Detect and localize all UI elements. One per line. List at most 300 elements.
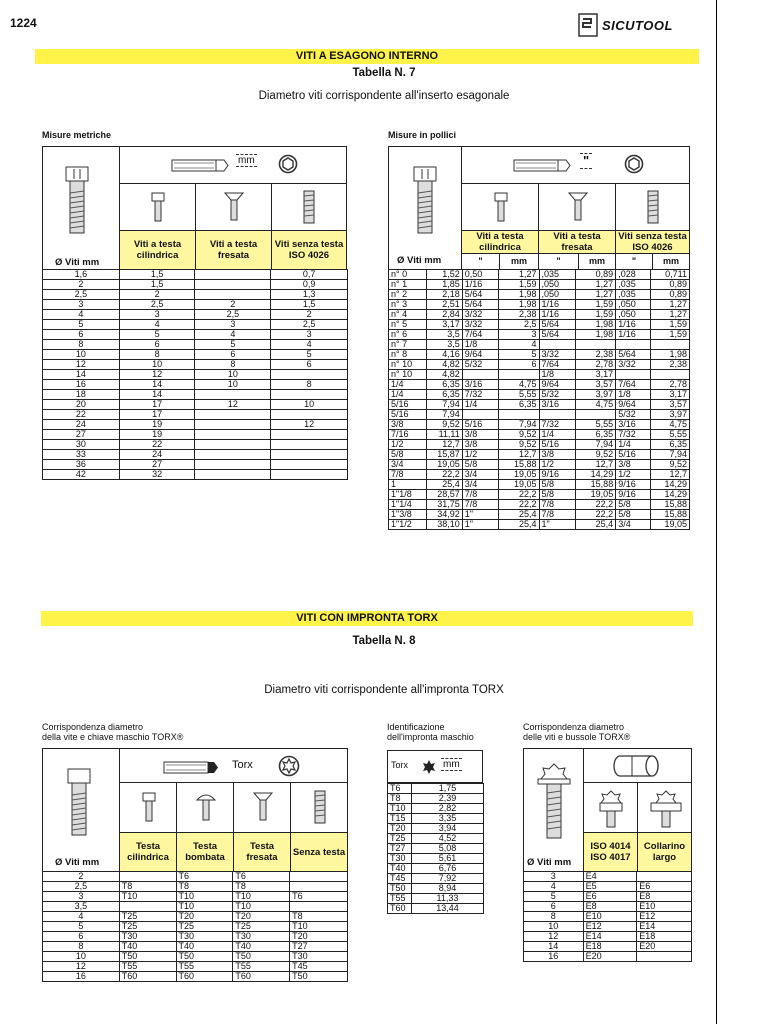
table-cell: 27 xyxy=(43,430,120,440)
table-cell: 3/16 xyxy=(616,420,651,430)
table-row xyxy=(388,874,484,884)
table-cell: 14,29 xyxy=(651,490,690,500)
table-cell: 3/16 xyxy=(462,380,498,390)
table-cell: 5/16 xyxy=(616,450,651,460)
table-row xyxy=(524,902,692,912)
table-cell: 5/16 xyxy=(389,410,427,420)
cylinder-head-screw-icon xyxy=(141,792,157,822)
table-cell: 5 xyxy=(43,922,120,932)
table-cell: 1/16 xyxy=(462,280,498,290)
table-cell: T15 xyxy=(388,814,412,824)
table-cell: 19 xyxy=(119,430,195,440)
table-row xyxy=(388,884,484,894)
table-cell: 2,38 xyxy=(498,310,539,320)
torx-label: Torx xyxy=(232,759,253,771)
table-cell: 1,85 xyxy=(426,280,462,290)
torx-col2-img xyxy=(176,782,234,833)
table-cell xyxy=(271,450,348,460)
table-cell: 3,35 xyxy=(411,814,483,824)
table-cell: 7/16 xyxy=(389,430,427,440)
table-row xyxy=(389,350,690,360)
table-cell: 0,89 xyxy=(651,290,690,300)
table-cell: 1/2 xyxy=(539,460,576,470)
table-cell xyxy=(119,902,176,912)
table-row xyxy=(43,872,348,882)
cap-screw-icon xyxy=(411,165,439,237)
table-cell: 7,92 xyxy=(411,874,483,884)
table-row xyxy=(388,804,484,814)
torx-bussola-icon xyxy=(612,753,664,779)
table-cell: 3/4 xyxy=(389,460,427,470)
table-row xyxy=(388,834,484,844)
table-cell: ,035 xyxy=(616,290,651,300)
table-cell: 5/64 xyxy=(462,290,498,300)
table-cell xyxy=(290,872,348,882)
torx-middle-caption: Identificazione dell'impronta maschio xyxy=(387,722,474,742)
inch-col3-label: Viti senza testa ISO 4026 xyxy=(615,230,690,254)
torx-right-screw-cell xyxy=(523,748,584,872)
table-row xyxy=(43,902,348,912)
torx-col3-label: Testa fresata xyxy=(233,832,291,872)
table-cell: 1" xyxy=(539,520,576,530)
table-cell: 8 xyxy=(195,360,271,370)
inch-col2-img xyxy=(538,183,616,231)
table-cell: 5/8 xyxy=(539,490,576,500)
table-cell: 5,08 xyxy=(411,844,483,854)
table-cell: 1,59 xyxy=(576,310,616,320)
table-cell: 3,5 xyxy=(43,902,120,912)
table-cell: 12,7 xyxy=(576,460,616,470)
table-cell xyxy=(271,460,348,470)
table-cell: T8 xyxy=(119,882,176,892)
torx-head-screw-icon xyxy=(595,789,627,829)
metric-unit-label: mm xyxy=(238,155,255,166)
table-cell xyxy=(195,280,271,290)
table-cell: T60 xyxy=(119,972,176,982)
table-cell: 1/8 xyxy=(616,390,651,400)
table-cell: n° 1 xyxy=(389,280,427,290)
table-cell: 1,3 xyxy=(271,290,348,300)
table-cell: T50 xyxy=(176,952,233,962)
section1-band: VITI A ESAGONO INTERNO xyxy=(35,49,699,64)
metric-col2-label: Viti a testa fresata xyxy=(195,230,272,270)
table-cell: 6,35 xyxy=(426,390,462,400)
section1-subtitle: Diametro viti corrispondente all'inserto esagonale xyxy=(258,90,510,102)
table-cell: n° 6 xyxy=(389,330,427,340)
inch-screw-label: Ø Viti mm xyxy=(397,255,442,266)
table-cell: E14 xyxy=(583,932,637,942)
table-cell: 1,98 xyxy=(498,290,539,300)
table-cell: 42 xyxy=(43,470,120,480)
table-cell: 8 xyxy=(524,912,584,922)
table-row xyxy=(389,420,690,430)
table-cell: T50 xyxy=(290,972,348,982)
table-cell: 14,29 xyxy=(576,470,616,480)
table-cell: T45 xyxy=(388,874,412,884)
table-cell: 25,4 xyxy=(498,510,539,520)
torx-right-caption: Corrispondenza diametro delle viti e bussole TORX® xyxy=(523,722,631,742)
table-cell: 1,27 xyxy=(498,270,539,280)
table-cell: n° 0 xyxy=(389,270,427,280)
table-row xyxy=(43,892,348,902)
table-row xyxy=(524,912,692,922)
table-cell: n° 4 xyxy=(389,310,427,320)
table-cell: T30 xyxy=(388,854,412,864)
inch-col1-img xyxy=(461,183,539,231)
hex-key-icon xyxy=(170,153,230,177)
table-cell xyxy=(195,420,271,430)
table-cell: 1"3/8 xyxy=(389,510,427,520)
section2-subtitle: Diametro viti corrispondente all'impronta TORX xyxy=(264,684,504,696)
inch-unit-subheader: " xyxy=(615,253,653,270)
table-cell: 6 xyxy=(271,360,348,370)
table-cell: 2,5 xyxy=(43,290,120,300)
table-cell: 1,27 xyxy=(576,280,616,290)
table-cell: 5 xyxy=(195,340,271,350)
table-cell: 9,52 xyxy=(651,460,690,470)
table-cell: n° 7 xyxy=(389,340,427,350)
table-cell: 3,5 xyxy=(426,330,462,340)
table-cell: 3 xyxy=(43,892,120,902)
table-cell: T25 xyxy=(176,922,233,932)
table-cell xyxy=(576,340,616,350)
table-cell xyxy=(195,390,271,400)
table-cell: ,050 xyxy=(539,280,576,290)
table-row xyxy=(389,320,690,330)
table-row xyxy=(43,290,348,300)
table-cell: 3/4 xyxy=(462,480,498,490)
table-row xyxy=(389,440,690,450)
table-cell: 3 xyxy=(195,320,271,330)
inch-caption: Misure in pollici xyxy=(388,130,457,140)
table-cell: T10 xyxy=(176,902,233,912)
table-row xyxy=(43,460,348,470)
torx-middle-head xyxy=(387,750,483,783)
table-cell: 1/16 xyxy=(539,300,576,310)
page-number: 1224 xyxy=(10,16,37,30)
table-cell: T40 xyxy=(233,942,290,952)
table-cell: 3,94 xyxy=(411,824,483,834)
table-row xyxy=(43,270,348,280)
table-cell: 5/8 xyxy=(462,460,498,470)
table-cell: 4 xyxy=(271,340,348,350)
table-cell: 12,7 xyxy=(651,470,690,480)
table-cell xyxy=(271,440,348,450)
table-cell: 9,52 xyxy=(498,430,539,440)
table-cell: T45 xyxy=(290,962,348,972)
table-cell: ,028 xyxy=(616,270,651,280)
table-cell: 3,17 xyxy=(651,390,690,400)
table-cell: 3,17 xyxy=(576,370,616,380)
table-cell: 0,9 xyxy=(271,280,348,290)
torx-right-col1-img xyxy=(583,782,638,833)
table-cell: 5,61 xyxy=(411,854,483,864)
table-cell: 2,5 xyxy=(195,310,271,320)
table-cell: 2,84 xyxy=(426,310,462,320)
table-cell xyxy=(271,390,348,400)
table-cell: 12 xyxy=(43,962,120,972)
table-cell: 9/64 xyxy=(539,380,576,390)
table-cell: 31,75 xyxy=(426,500,462,510)
table-cell: 12 xyxy=(524,932,584,942)
table-cell: 24 xyxy=(119,450,195,460)
table-cell: n° 2 xyxy=(389,290,427,300)
table-cell: 8 xyxy=(43,340,120,350)
countersunk-screw-icon xyxy=(224,192,244,222)
table-row xyxy=(388,794,484,804)
table-cell: 25,4 xyxy=(498,520,539,530)
table-cell: 5/16 xyxy=(539,440,576,450)
table-row xyxy=(389,270,690,280)
table-cell: 38,10 xyxy=(426,520,462,530)
table-cell: 0,89 xyxy=(651,280,690,290)
inch-key-cell xyxy=(461,146,690,184)
table-cell: 5/64 xyxy=(539,330,576,340)
table-row xyxy=(389,500,690,510)
table-cell: T30 xyxy=(176,932,233,942)
table-cell: 3,97 xyxy=(576,390,616,400)
torx-left-caption: Corrispondenza diametro della vite e chiave maschio TORX® xyxy=(42,722,184,742)
table-cell xyxy=(498,410,539,420)
table-row xyxy=(43,330,348,340)
table-cell: T6 xyxy=(233,872,290,882)
table-cell: T25 xyxy=(388,834,412,844)
table-cell: 1" xyxy=(462,520,498,530)
table-cell: 5/64 xyxy=(616,350,651,360)
table-cell: 1/16 xyxy=(616,330,651,340)
table-cell: 33 xyxy=(43,450,120,460)
torx-col1-label: Testa cilindrica xyxy=(119,832,177,872)
table-cell: 5 xyxy=(271,350,348,360)
table-cell: n° 10 xyxy=(389,360,427,370)
table-row xyxy=(389,380,690,390)
torx-left-screw-label: Ø Viti mm xyxy=(55,857,100,868)
table-cell: 4,52 xyxy=(411,834,483,844)
inch-unit-subheader: " xyxy=(461,253,500,270)
metric-col1-label: Viti a testa cilindrica xyxy=(119,230,196,270)
table-cell: 2,5 xyxy=(119,300,195,310)
brand-name: SICUTOOL xyxy=(602,17,673,33)
table-cell: 12,7 xyxy=(426,440,462,450)
table-cell: 15,88 xyxy=(498,460,539,470)
table-cell: 2,5 xyxy=(43,882,120,892)
table-cell: 3/8 xyxy=(616,460,651,470)
table-cell: 7,94 xyxy=(576,440,616,450)
hex-socket-icon xyxy=(624,154,644,174)
table-row xyxy=(389,310,690,320)
table-row xyxy=(43,410,348,420)
table-cell xyxy=(498,370,539,380)
table-cell: 3/8 xyxy=(389,420,427,430)
table-cell: 5,55 xyxy=(651,430,690,440)
table-row xyxy=(43,420,348,430)
table-cell: 22,2 xyxy=(576,510,616,520)
table-row xyxy=(524,942,692,952)
table-cell: T60 xyxy=(233,972,290,982)
table-cell: 16 xyxy=(43,972,120,982)
table-cell xyxy=(195,450,271,460)
table-cell: E18 xyxy=(583,942,637,952)
table-cell: 4,82 xyxy=(426,370,462,380)
table-cell: T50 xyxy=(388,884,412,894)
table-cell: 2 xyxy=(43,872,120,882)
table-cell: 6,35 xyxy=(426,380,462,390)
table-cell: 1,98 xyxy=(498,300,539,310)
table-cell: E12 xyxy=(583,922,637,932)
inch-unit-subheader: mm xyxy=(578,253,616,270)
table-cell: n° 10 xyxy=(389,370,427,380)
table-cell: 7/8 xyxy=(462,500,498,510)
table-cell: T8 xyxy=(233,882,290,892)
table-cell xyxy=(271,370,348,380)
table-row xyxy=(43,450,348,460)
torx-col4-label: Senza testa xyxy=(290,832,348,872)
table-row xyxy=(389,410,690,420)
section2-table-title: Tabella N. 8 xyxy=(352,635,416,647)
countersunk-screw-icon xyxy=(253,792,273,822)
table-cell: T20 xyxy=(233,912,290,922)
table-cell: T50 xyxy=(233,952,290,962)
inch-col2-label: Viti a testa fresata xyxy=(538,230,616,254)
table-cell: 1,5 xyxy=(271,300,348,310)
table-cell: 10 xyxy=(271,400,348,410)
table-cell: 4,75 xyxy=(651,420,690,430)
pan-head-screw-icon xyxy=(196,792,216,822)
inch-unit-subheader: " xyxy=(538,253,579,270)
table-cell xyxy=(195,470,271,480)
table-cell: 4 xyxy=(43,310,120,320)
table-cell: 36 xyxy=(43,460,120,470)
table-cell: 12 xyxy=(271,420,348,430)
table-cell xyxy=(637,872,692,882)
metric-col2-img xyxy=(195,183,272,231)
table-cell: 3/16 xyxy=(539,400,576,410)
table-cell: 8 xyxy=(119,350,195,360)
table-row xyxy=(524,892,692,902)
table-cell: 17 xyxy=(119,400,195,410)
table-cell: 2 xyxy=(43,280,120,290)
table-cell xyxy=(290,902,348,912)
table-cell: 9/64 xyxy=(462,350,498,360)
table-cell: T30 xyxy=(233,932,290,942)
table-cell: 1"1/2 xyxy=(389,520,427,530)
table-cell xyxy=(651,370,690,380)
table-cell: T25 xyxy=(119,912,176,922)
table-cell: ,050 xyxy=(616,300,651,310)
table-row xyxy=(389,290,690,300)
table-cell: 10 xyxy=(119,360,195,370)
table-cell: E10 xyxy=(637,902,692,912)
table-cell: 1,59 xyxy=(651,330,690,340)
metric-col3-img xyxy=(271,183,347,231)
table-row xyxy=(43,300,348,310)
table-cell: 3 xyxy=(498,330,539,340)
table-cell: 0,50 xyxy=(462,270,498,280)
table-cell: 27 xyxy=(119,460,195,470)
table-row xyxy=(43,952,348,962)
table-cell: n° 8 xyxy=(389,350,427,360)
table-cell: 1/4 xyxy=(389,380,427,390)
table-row xyxy=(389,520,690,530)
table-cell: 22,2 xyxy=(576,500,616,510)
table-cell: E18 xyxy=(637,932,692,942)
table-row xyxy=(389,490,690,500)
table-cell: 5/8 xyxy=(616,510,651,520)
table-cell: 5/16 xyxy=(389,400,427,410)
table-cell xyxy=(271,410,348,420)
table-row xyxy=(43,962,348,972)
table-row xyxy=(524,922,692,932)
table-cell: 5/32 xyxy=(539,390,576,400)
torx-right-table xyxy=(523,871,692,962)
table-cell: 6,76 xyxy=(411,864,483,874)
table-cell: 12 xyxy=(195,400,271,410)
table-cell: 19,05 xyxy=(426,460,462,470)
table-row xyxy=(389,330,690,340)
table-cell: 7/64 xyxy=(616,380,651,390)
table-cell: 18 xyxy=(43,390,120,400)
table-cell: 4,75 xyxy=(498,380,539,390)
table-cell: 8,94 xyxy=(411,884,483,894)
inch-table xyxy=(388,269,690,530)
table-cell xyxy=(195,440,271,450)
table-cell: 4 xyxy=(524,882,584,892)
table-cell: 7/8 xyxy=(462,490,498,500)
torx-middle-mm-label: mm xyxy=(443,759,460,770)
table-cell: E20 xyxy=(637,942,692,952)
table-row xyxy=(388,864,484,874)
table-cell xyxy=(539,410,576,420)
table-row xyxy=(43,350,348,360)
table-cell: 5/64 xyxy=(462,300,498,310)
table-cell: 20 xyxy=(43,400,120,410)
table-row xyxy=(389,480,690,490)
section2-band: VITI CON IMPRONTA TORX xyxy=(41,611,693,626)
torx-left-screw-cell xyxy=(42,748,120,872)
table-cell: 11,11 xyxy=(426,430,462,440)
table-cell: 15,88 xyxy=(651,500,690,510)
table-cell: 6 xyxy=(195,350,271,360)
table-cell: 2,39 xyxy=(411,794,483,804)
table-row xyxy=(524,882,692,892)
table-cell: 9/16 xyxy=(616,480,651,490)
table-cell: 2,38 xyxy=(576,350,616,360)
table-cell: 15,88 xyxy=(651,510,690,520)
table-cell: 4 xyxy=(195,330,271,340)
metric-key-cell xyxy=(119,146,347,184)
table-cell: 1,5 xyxy=(119,280,195,290)
table-row xyxy=(388,844,484,854)
torx-right-col2-label: Collarino largo xyxy=(637,832,692,872)
table-cell: 1/4 xyxy=(462,400,498,410)
table-cell: 6 xyxy=(43,932,120,942)
table-cell: T10 xyxy=(119,892,176,902)
torx-right-col1-label: ISO 4014 ISO 4017 xyxy=(583,832,638,872)
hex-key-icon xyxy=(512,153,572,177)
table-row xyxy=(388,854,484,864)
table-cell: 2,18 xyxy=(426,290,462,300)
table-cell: T10 xyxy=(290,922,348,932)
table-row xyxy=(389,460,690,470)
table-cell: 14,29 xyxy=(651,480,690,490)
torx-col4-img xyxy=(290,782,348,833)
table-cell: T50 xyxy=(119,952,176,962)
table-cell: 19 xyxy=(119,420,195,430)
table-row xyxy=(43,360,348,370)
inch-unit-subheader: mm xyxy=(499,253,539,270)
table-cell: 1"1/8 xyxy=(389,490,427,500)
table-cell: 1,27 xyxy=(651,300,690,310)
